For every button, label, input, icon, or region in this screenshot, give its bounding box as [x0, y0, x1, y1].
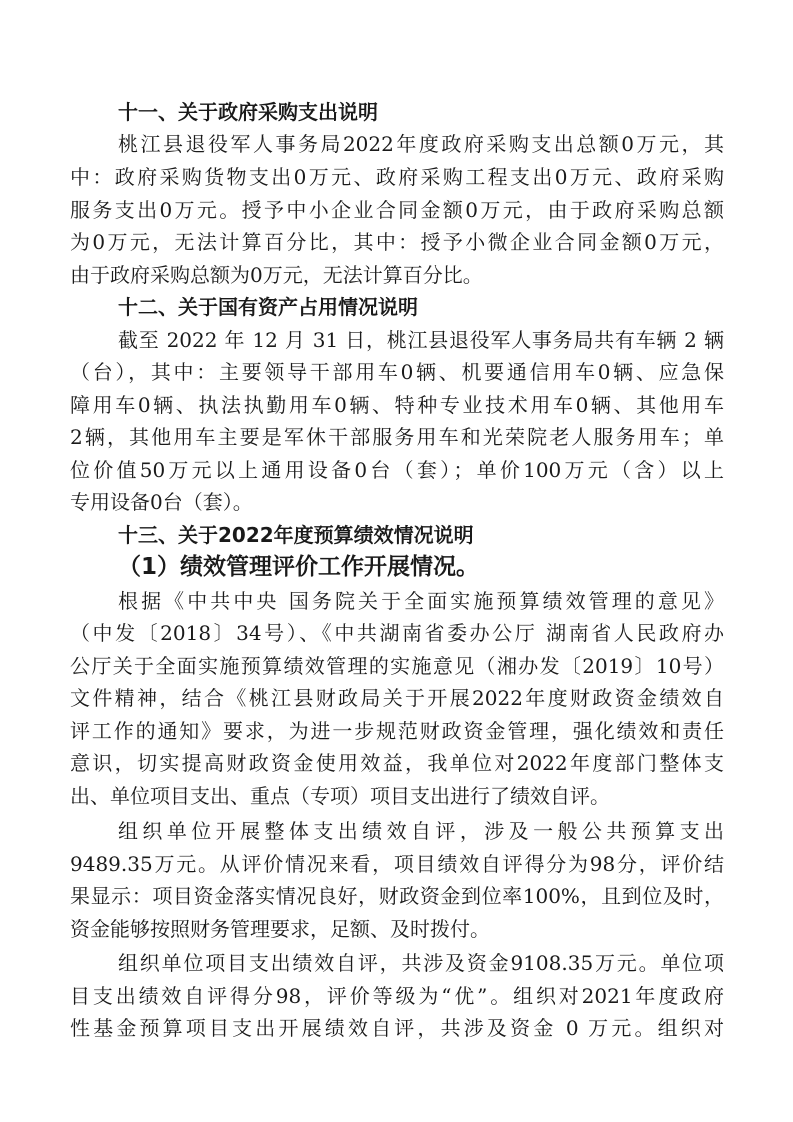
p1-line-3: 公厅关于全面实施预算绩效管理的实施意见（湘办发〔2019〕10号）: [70, 654, 724, 678]
p1-line-7: 出、单位项目支出、重点（专项）项目支出进行了绩效自评。: [70, 784, 610, 808]
section-13-subheading: （1）绩效管理评价工作开展情况。: [118, 554, 480, 580]
section-11-line-4: 为0万元，无法计算百分比，其中：授予小微企业合同金额0万元，: [70, 230, 724, 254]
section-12-line-6: 专用设备0台（套）。: [70, 490, 253, 514]
section-11-heading: 十一、关于政府采购支出说明: [118, 100, 378, 124]
p3-line-2: 目支出绩效自评得分98，评价等级为“优”。组织对2021年度政府: [70, 984, 724, 1008]
p1-line-5: 评工作的通知》要求，为进一步规范财政资金管理，强化绩效和责任: [70, 719, 724, 743]
p3-line-1: 组织单位项目支出绩效自评，共涉及资金9108.35万元。单位项: [118, 951, 724, 975]
section-11-line-1: 桃江县退役军人事务局2022年度政府采购支出总额0万元，其: [118, 132, 724, 156]
p2-line-4: 资金能够按照财务管理要求，足额、及时拨付。: [70, 917, 490, 941]
section-11-line-5: 由于政府采购总额为0万元，无法计算百分比。: [70, 263, 483, 287]
p2-line-1: 组织单位开展整体支出绩效自评，涉及一般公共预算支出: [118, 819, 724, 843]
p1-line-6: 意识，切实提高财政资金使用效益，我单位对2022年度部门整体支: [70, 751, 724, 775]
section-12-line-5: 位价值50万元以上通用设备0台（套）；单价100万元（含）以上: [70, 458, 724, 482]
p2-line-2: 9489.35万元。从评价情况来看，项目绩效自评得分为98分，评价结: [70, 852, 724, 876]
section-13-heading: 十三、关于2022年度预算绩效情况说明: [118, 523, 474, 547]
section-11-line-3: 服务支出0万元。授予中小企业合同金额0万元，由于政府采购总额: [70, 198, 724, 222]
p1-line-1: 根据《中共中央 国务院关于全面实施预算绩效管理的意见》: [118, 589, 724, 613]
section-12-heading: 十二、关于国有资产占用情况说明: [118, 295, 418, 319]
p1-line-4: 文件精神，结合《桃江县财政局关于开展2022年度财政资金绩效自: [70, 686, 724, 710]
section-11-line-2: 中：政府采购货物支出0万元、政府采购工程支出0万元、政府采购: [70, 165, 724, 189]
p1-line-2: （中发〔2018〕34号）、《中共湖南省委办公厅 湖南省人民政府办: [70, 621, 724, 645]
p3-line-3: 性基金预算项目支出开展绩效自评，共涉及资金 0 万元。组织对: [70, 1016, 724, 1040]
p2-line-3: 果显示：项目资金落实情况良好，财政资金到位率100%，且到位及时，: [70, 884, 724, 908]
section-12-line-1: 截至 2022 年 12 月 31 日，桃江县退役军人事务局共有车辆 2 辆: [118, 328, 724, 352]
section-12-line-4: 2辆，其他用车主要是军休干部服务用车和光荣院老人服务用车；单: [70, 425, 724, 449]
section-12-line-2: （台），其中：主要领导干部用车0辆、机要通信用车0辆、应急保: [70, 360, 724, 384]
section-12-line-3: 障用车0辆、执法执勤用车0辆、特种专业技术用车0辆、其他用车: [70, 393, 724, 417]
